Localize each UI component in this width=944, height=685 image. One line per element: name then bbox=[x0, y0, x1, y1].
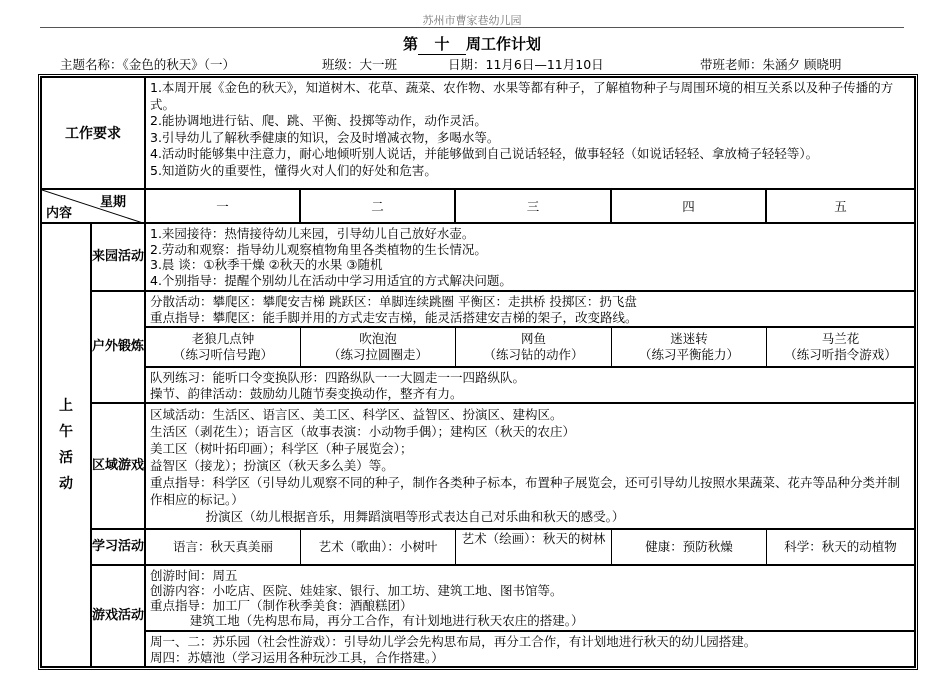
play-weekday-content bbox=[145, 631, 915, 667]
area-game-label: 区域游戏 bbox=[91, 403, 145, 529]
study-item: 语言：秋天真美丽 bbox=[146, 530, 301, 564]
area-line: 益智区（接龙）；扮演区（秋天多么美）等。 bbox=[150, 458, 394, 473]
requirement-item: 3.引导幼儿了解秋季健康的知识，会及时增减衣物，多喝水等。 bbox=[150, 129, 500, 145]
work-requirements-label: 工作要求 bbox=[41, 77, 145, 189]
corner-header-cell bbox=[41, 189, 145, 223]
study-item: 艺术（绘画）：秋天的树林 bbox=[456, 530, 612, 564]
week-number: 十 bbox=[418, 33, 466, 55]
play-activity-label: 游戏活动 bbox=[91, 565, 145, 667]
title-suffix: 周工作计划 bbox=[466, 35, 542, 53]
weekday-header-label: 星期 bbox=[99, 195, 126, 210]
requirement-item: 1.本周开展《金色的秋天》，知道树木、花草、蔬菜、农作物、水果等都有种子，了解植物种子与周围环境的相互关系以及种子传播的方式。 bbox=[150, 80, 894, 112]
area-line: 美工区（树叶拓印画）；科学区（种子展览会）； bbox=[150, 441, 413, 456]
day-header-mon: 一 bbox=[145, 189, 300, 223]
header-rule bbox=[40, 27, 904, 28]
play-line: 创游内容：小吃店、医院、娃娃家、银行、加工坊、建筑工地、图书馆等。 bbox=[150, 583, 563, 598]
outdoor-line: 分散活动：攀爬区：攀爬安吉梯 跳跃区：单脚连续跳圈 平衡区：走拱桥 投掷区：扔飞盘 bbox=[150, 294, 637, 309]
play-line: 建筑工地（先构思布局，再分工合作，有计划地进行秋天农庄的搭建。） bbox=[150, 613, 584, 628]
outdoor-game: 吹泡泡 （练习拉圆圈走） bbox=[301, 328, 456, 366]
play-line: 创游时间：周五 bbox=[150, 568, 238, 583]
area-line: 重点指导：科学区（引导幼儿观察不同的种子，制作各类种子标本，布置种子展览会，还可引导幼儿按照水果蔬菜、花卉等品种分类并制作相应的标记。） bbox=[150, 475, 901, 507]
outdoor-game: 老狼几点钟 （练习听信号跑） bbox=[146, 328, 301, 366]
outdoor-game: 网鱼 （练习钻的动作） bbox=[456, 328, 612, 366]
outdoor-drill-content bbox=[145, 367, 915, 403]
content-header-label: 内容 bbox=[46, 206, 73, 221]
outdoor-exercise-label: 户外锻炼 bbox=[91, 291, 145, 403]
day-header-thu: 四 bbox=[611, 189, 766, 223]
arrival-line: 1.来园接待：热情接待幼儿来园，引导幼儿自己放好水壶。 bbox=[150, 226, 475, 241]
day-header-fri: 五 bbox=[766, 189, 915, 223]
play-line: 周四：苏嬉池（学习运用各种玩沙工具，合作搭建。） bbox=[150, 649, 444, 665]
weekly-plan-table bbox=[38, 74, 918, 670]
outdoor-games-row bbox=[145, 327, 915, 367]
outdoor-game: 迷迷转 （练习平衡能力） bbox=[612, 328, 767, 366]
play-line: 重点指导：加工厂（制作秋季美食：酒酿糕团） bbox=[150, 598, 413, 613]
area-game-content bbox=[145, 403, 915, 529]
area-line: 扮演区（幼儿根据音乐，用舞蹈演唱等形式表达自己对乐曲和秋天的感受。） bbox=[150, 509, 625, 524]
area-line: 区域活动：生活区、语言区、美工区、科学区、益智区、扮演区、建构区。 bbox=[150, 407, 563, 422]
school-name: 苏州市曹家巷幼儿园 bbox=[422, 14, 522, 27]
arrival-activity-label: 来园活动 bbox=[91, 223, 145, 291]
study-item: 科学：秋天的动植物 bbox=[784, 539, 897, 554]
date-range: 日期：11月6日—11月10日 bbox=[448, 57, 604, 72]
work-requirements-content bbox=[145, 77, 915, 189]
outdoor-game: 马兰花 （练习听指令游戏） bbox=[784, 331, 897, 362]
title-prefix: 第 bbox=[402, 35, 418, 53]
outdoor-focus-content bbox=[145, 291, 915, 327]
play-line: 周一、二：苏乐园（社会性游戏）：引导幼儿学会先构思布局，再分工合作，有计划地进行秋天的幼儿园搭建。 bbox=[150, 634, 757, 649]
study-item: 艺术（歌曲）：小树叶 bbox=[301, 530, 456, 564]
requirement-item: 4.活动时能够集中注意力，耐心地倾听别人说话，并能够做到自己说话轻轻，做事轻轻（如说话轻轻、拿放椅子轻轻等）。 bbox=[150, 146, 819, 161]
arrival-line: 2.劳动和观察：指导幼儿观察植物角里各类植物的生长情况。 bbox=[150, 241, 487, 257]
arrival-line: 4.个别指导：提醒个别幼儿在活动中学习用适宜的方式解决问题。 bbox=[150, 272, 512, 288]
play-activity-content bbox=[145, 565, 915, 631]
study-item: 健康：预防秋燥 bbox=[612, 530, 767, 564]
morning-activities-label: 上 午 活 动 bbox=[41, 223, 91, 667]
day-header-tue: 二 bbox=[300, 189, 455, 223]
page-title bbox=[0, 33, 944, 55]
outdoor-line: 队列练习：能听口令变换队形：四路纵队一一大圆走一一四路纵队。 bbox=[150, 370, 526, 385]
class-name: 班级：大一班 bbox=[322, 57, 398, 72]
day-header-wed: 三 bbox=[455, 189, 611, 223]
requirement-item: 5.知道防火的重要性，懂得火对人们的好处和危害。 bbox=[150, 162, 437, 178]
study-activity-label: 学习活动 bbox=[91, 529, 145, 565]
outdoor-line: 重点指导：攀爬区：能手脚并用的方式走安吉梯，能灵活搭建安吉梯的架子，改变路线。 bbox=[150, 309, 638, 325]
teachers: 带班老师：朱涵夕 顾晓明 bbox=[700, 57, 842, 72]
requirement-item: 2.能协调地进行钻、爬、跳、平衡、投掷等动作，动作灵活。 bbox=[150, 113, 487, 128]
arrival-activity-content bbox=[145, 223, 915, 291]
outdoor-line: 操节、韵律活动：鼓励幼儿随节奏变换动作，整齐有力。 bbox=[150, 385, 463, 401]
arrival-line: 3.晨 谈：①秋季干燥 ②秋天的水果 ③随机 bbox=[150, 257, 383, 272]
study-activity-row bbox=[145, 529, 915, 565]
theme-name: 主题名称：《金色的秋天》（一） bbox=[60, 57, 236, 72]
area-line: 生活区（剥花生）；语言区（故事表演：小动物手偶）；建构区（秋天的农庄） bbox=[150, 424, 576, 439]
